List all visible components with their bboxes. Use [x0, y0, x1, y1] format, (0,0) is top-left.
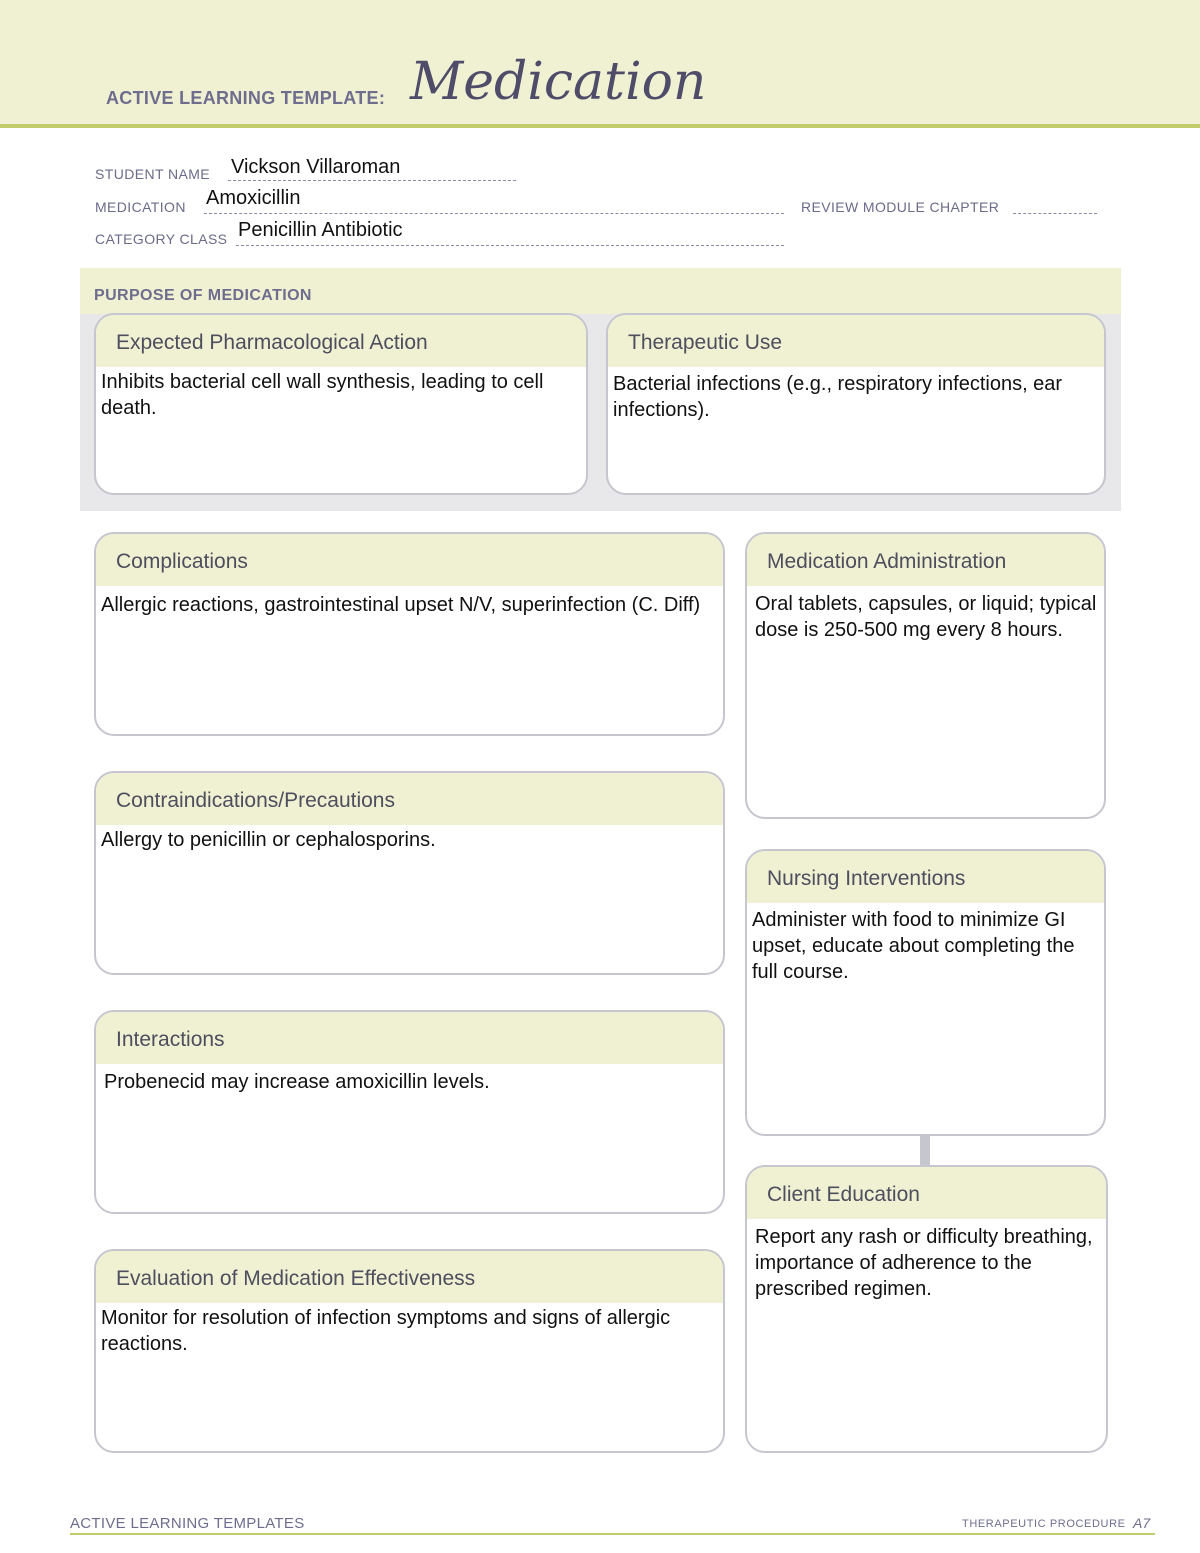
client-education-box [745, 1165, 1108, 1453]
template-label: ACTIVE LEARNING TEMPLATE: [106, 88, 386, 108]
complications-title: Complications [96, 534, 723, 586]
student-name-line [228, 180, 516, 181]
expected-action-title: Expected Pharmacological Action [96, 315, 586, 367]
purpose-label: PURPOSE OF MEDICATION [94, 287, 312, 304]
template-title: Medication [410, 52, 707, 112]
interactions-text[interactable]: Probenecid may increase amoxicillin levels. [104, 1071, 490, 1093]
medication-administration-title: Medication Administration [747, 534, 1104, 586]
nursing-interventions-box [745, 849, 1106, 1136]
therapeutic-use-title: Therapeutic Use [608, 315, 1104, 367]
contraindications-title: Contraindications/Precautions [96, 773, 723, 825]
review-module-label: REVIEW MODULE CHAPTER [801, 199, 1000, 215]
expected-action-box [94, 313, 588, 495]
interactions-box [94, 1010, 725, 1214]
therapeutic-use-text[interactable]: Bacterial infections (e.g., respiratory infections, ear infections). [613, 373, 1063, 421]
evaluation-title: Evaluation of Medication Effectiveness [96, 1251, 723, 1303]
connector-bar [920, 1134, 930, 1165]
student-name-field[interactable]: Vickson Villaroman [231, 156, 401, 178]
footer-rule [70, 1533, 1155, 1535]
expected-action-text[interactable]: Inhibits bacterial cell wall synthesis, leading to cell death. [101, 371, 544, 419]
category-class-field[interactable]: Penicillin Antibiotic [238, 219, 403, 241]
client-education-title: Client Education [747, 1167, 1106, 1219]
complications-box [94, 532, 725, 736]
footer-left: ACTIVE LEARNING TEMPLATES [70, 1515, 305, 1532]
client-education-text[interactable]: Report any rash or difficulty breathing, importance of adherence to the prescribed regimen. [755, 1226, 1093, 1300]
category-class-line [236, 245, 784, 246]
nursing-interventions-title: Nursing Interventions [747, 851, 1104, 903]
interactions-title: Interactions [96, 1012, 723, 1064]
nursing-interventions-text[interactable]: Administer with food to minimize GI upset, educate about completing the full course. [752, 909, 1075, 983]
therapeutic-use-box [606, 313, 1106, 495]
review-module-field[interactable] [1013, 213, 1097, 214]
contraindications-box [94, 771, 725, 975]
medication-administration-text[interactable]: Oral tablets, capsules, or liquid; typical dose is 250-500 mg every 8 hours. [755, 593, 1097, 641]
medication-line [204, 213, 784, 214]
category-class-label: CATEGORY CLASS [95, 231, 228, 247]
header-rule [0, 124, 1200, 128]
contraindications-text[interactable]: Allergy to penicillin or cephalosporins. [101, 829, 436, 851]
evaluation-text[interactable]: Monitor for resolution of infection symptoms and signs of allergic reactions. [101, 1307, 671, 1355]
complications-text[interactable]: Allergic reactions, gastrointestinal upset N/V, superinfection (C. Diff) [101, 594, 701, 616]
footer-right: THERAPEUTIC PROCEDURE [962, 1518, 1126, 1530]
student-name-label: STUDENT NAME [95, 166, 210, 182]
evaluation-box [94, 1249, 725, 1453]
medication-administration-box [745, 532, 1106, 819]
page-number: A7 [1133, 1515, 1151, 1531]
medication-label: MEDICATION [95, 199, 186, 215]
medication-field[interactable]: Amoxicillin [206, 187, 301, 209]
